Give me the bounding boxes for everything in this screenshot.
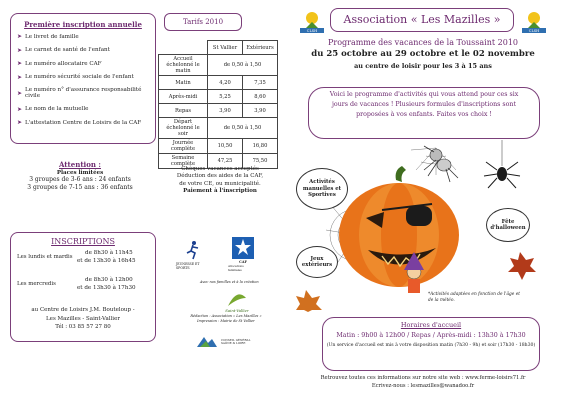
address: au Centre de Loisirs J.M. Bouteloup - Les Mazilles - Saint-Vallier Tél : 03 85 57 27 80 bbox=[31, 307, 135, 331]
table-row: Après-midi 5,25 8,60 bbox=[159, 90, 278, 104]
first-inscription-list bbox=[11, 33, 155, 126]
program-title: Programme des vacances de la Toussaint 2010 bbox=[327, 38, 518, 47]
group-line: 3 groupes de 3-6 ans : 24 enfants bbox=[29, 176, 131, 183]
mercredi-hours: de 8h30 à 12h00 bbox=[85, 277, 133, 283]
conseil-general-icon bbox=[196, 335, 218, 349]
footer bbox=[300, 375, 546, 390]
leaf-icon bbox=[296, 290, 322, 312]
table-row: Repas 3,90 3,90 bbox=[159, 104, 278, 118]
mercredi-label: Les mercredis bbox=[17, 281, 56, 287]
program-dates: du 25 octobre au 29 octobre et le 02 novembre bbox=[311, 49, 535, 59]
lundi-hours: et de 13h30 à 16h45 bbox=[77, 258, 136, 264]
activites-bubble: Activités manuelles et Sportives bbox=[296, 168, 348, 210]
email-text: Ecrivez-nous : lesmazilles@wanadoo.fr bbox=[371, 382, 475, 389]
arrow-icon: ➤ bbox=[17, 119, 23, 126]
table-row: Accueil échelonné le matin de 0,50 à 1,50 bbox=[159, 55, 278, 76]
fete-bubble: Fête d'halloween bbox=[486, 208, 530, 242]
arrow-icon: ➤ bbox=[17, 105, 23, 113]
intro-box: Voici le programme d'activités qui vous attend pour ces six jours de vacances ! Plusieurs formules d'inscriptions sont proposées à vos enfants. Faites vos choix ! bbox=[308, 87, 540, 139]
st-vallier-logo: Saint-Vallier bbox=[222, 292, 252, 313]
column-header: St Vallier bbox=[208, 41, 243, 55]
table-row: Départ échelonné le soir de 0,50 à 1,50 bbox=[159, 118, 278, 139]
list-item: ➤ L'attestation Centre de Loisirs de la CAF bbox=[17, 119, 142, 126]
caf-icon bbox=[231, 236, 255, 260]
runner-icon bbox=[183, 240, 203, 260]
horaires-box bbox=[322, 317, 540, 371]
leaf-icon bbox=[508, 252, 536, 280]
arrow-icon: ➤ bbox=[17, 73, 23, 81]
pumpkin-icon bbox=[339, 166, 459, 287]
list-item: ➤ Le numéro allocataire CAF bbox=[17, 60, 102, 67]
lundi-hours: de 8h30 à 11h45 bbox=[85, 250, 133, 256]
arrow-icon: ➤ bbox=[17, 60, 23, 67]
website-text: Retrouvez toutes ces informations sur notre site web : www.ferme-loisirs71.fr bbox=[320, 375, 526, 381]
tarifs-title: Tarifs 2010 bbox=[164, 13, 242, 31]
first-inscription-box bbox=[10, 13, 156, 144]
jeunesse-sports-logo: JEUNESSE ET SPORTS bbox=[176, 240, 210, 270]
table-row: Journée complète 10,50 16,80 bbox=[159, 139, 278, 154]
table-row: Semaine complète 47,25 75,50 bbox=[159, 154, 278, 169]
aides-caption: Avec nos familles et à la création bbox=[200, 280, 259, 284]
attention-title: Attention : bbox=[59, 160, 101, 169]
lundi-label: Les lundis et mardis bbox=[17, 254, 73, 260]
list-item: ➤ Le numéro sécurité sociale de l'enfant bbox=[17, 73, 134, 81]
group-line: 3 groupes de 7-15 ans : 36 enfants bbox=[27, 183, 133, 191]
arrow-icon: ➤ bbox=[17, 89, 23, 97]
program-audience: au centre de loisir pour les 3 à 15 ans bbox=[354, 62, 492, 70]
credits: Rédaction : Association « Les Mazilles » Impression : Mairie de St Vallier bbox=[190, 314, 262, 323]
hanging-spider-icon bbox=[484, 140, 520, 188]
conseil-general-logo: CONSEIL GÉNÉRAL SAÔNE & LOIRE bbox=[196, 335, 256, 349]
list-item: ➤ Le numéro n° d'assurance responsabilité civile bbox=[17, 87, 142, 99]
payment-info: Chèques vacances acceptés Déduction des aides de la CAF, de votre CE, ou municipalité. Paiement à l'inscription bbox=[176, 166, 264, 195]
spider-icon bbox=[424, 146, 458, 182]
horaires-title: Horaires d'accueil bbox=[400, 321, 462, 329]
table-row: Matin 4,20 7,35 bbox=[159, 76, 278, 90]
table-header-row bbox=[159, 41, 278, 55]
tarifs-table bbox=[158, 40, 278, 169]
column-header: Extérieurs bbox=[243, 41, 278, 55]
caf-logo: CAF Allocations familiales bbox=[228, 236, 258, 272]
inscriptions-title: INSCRIPTIONS bbox=[51, 237, 115, 246]
activites-note: *Activités adaptées en fonction de l'âge et de la météo. bbox=[428, 292, 520, 303]
horaires-main: Matin : 9h00 à 12h00 / Repas / Après-midi : 13h30 à 17h30 bbox=[336, 332, 526, 339]
leaf-icon bbox=[226, 292, 248, 308]
mercredi-hours: et de 13h30 à 17h30 bbox=[77, 285, 136, 291]
jeux-bubble: Jeux extérieurs bbox=[296, 246, 338, 278]
arrow-icon: ➤ bbox=[17, 33, 23, 40]
list-item: ➤ Le carnet de santé de l'enfant bbox=[17, 46, 110, 54]
list-item: ➤ Le nom de la mutuelle bbox=[17, 105, 89, 113]
first-inscription-title: Première inscription annuelle bbox=[24, 20, 142, 29]
places-limited: Places limitées bbox=[56, 170, 104, 176]
association-title: Association « Les Mazilles » bbox=[330, 8, 514, 32]
program-header bbox=[300, 38, 546, 70]
clsh-logo-left: CLSH bbox=[298, 8, 326, 34]
list-item: ➤ Le livret de famille bbox=[17, 33, 79, 40]
attention-section bbox=[10, 160, 150, 191]
inscriptions-box bbox=[10, 232, 156, 342]
arrow-icon: ➤ bbox=[17, 46, 23, 54]
clsh-logo-right: CLSH bbox=[520, 8, 548, 34]
horaires-note: (Un service d'accueil est mis à votre disposition matin (7h30 - 9h) et soir (17h30 - 18h30) bbox=[326, 343, 536, 348]
